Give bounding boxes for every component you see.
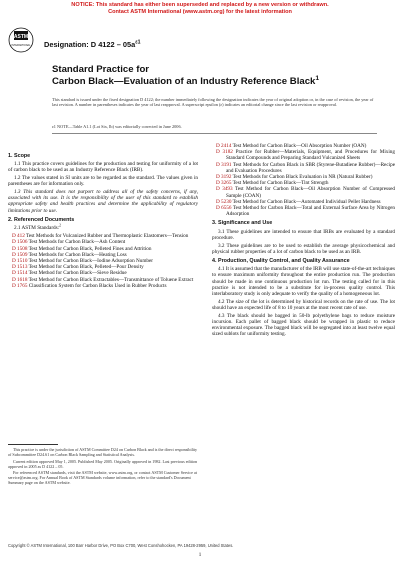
notice-banner [0, 2, 400, 16]
reference-code-link[interactable]: D 1510 [12, 258, 28, 265]
designation-sup: ε1 [135, 39, 141, 46]
reference-code-link[interactable]: D 1506 [12, 239, 28, 246]
reference-code-link[interactable]: D 5230 [216, 198, 232, 205]
para-4-2: 4.2 The size of the lot is determined by historical records on the rate of use. The lot should have an expected life of 8 to 10 years at the most recent rate of use. [212, 298, 395, 311]
para-1-1: 1.1 This practice covers guidelines for the production and testing for uniformity of a lot of carbon black to be used as an Industry Reference Black (IRB). [8, 161, 198, 174]
notice-line-2: Contact ASTM International (www.astm.org) for the latest information [108, 9, 292, 15]
reference-title: Test Methods for Carbon Black in SBR (Styrene-Butadiene Rubber)—Recipe and Evaluation Procedures [226, 161, 395, 174]
reference-title: Test Method for Carbon Black—Automated Individual Pellet Hardness [231, 198, 381, 205]
reference-code-link[interactable]: D 412 [12, 233, 25, 240]
para-1-3: 1.3 This standard does not purport to address all of the safety concerns, if any, associated with its use. It is the responsibility of the user of this standard to establish appropriate safety and health practices and determine the applicability of regulatory limitations prior to use. [8, 189, 198, 214]
reference-item [8, 283, 198, 289]
reference-list-left [8, 233, 198, 289]
reference-title: Test Methods for Carbon Black—Ash Content [27, 239, 126, 246]
reference-code-link[interactable]: D 1514 [12, 270, 28, 277]
footnote-1b: Current edition approved May 1, 2005. Published May 2005. Originally approved in 1982. Last previous edition approved in 2005 as D 4122 – 05. [8, 458, 198, 469]
reference-title: Test Method for Carbon Black Extractables—Transmittance of Toluene Extract [27, 276, 194, 283]
footnote-1: This practice is under the jurisdiction of ASTM Committee D24 on Carbon Black and is the direct responsibility of Subcommittee D24.61 on Carbon Black Sampling and Statistical Analysis. [8, 447, 198, 457]
reference-title: Test Methods for Carbon Black Evaluation in NR (Natural Rubber) [231, 174, 373, 181]
header-divider [52, 133, 377, 134]
reference-code-link[interactable]: D 1508 [12, 245, 28, 252]
para-3-1: 3.1 These guidelines are intended to ensure that IRBs are evaluated by a standard procedure. [212, 228, 395, 241]
reference-code-link[interactable]: D 3493 [216, 186, 233, 193]
svg-text:INTERNATIONAL: INTERNATIONAL [11, 44, 31, 47]
reference-code-link[interactable]: D 1618 [12, 276, 28, 283]
document-title [52, 64, 372, 87]
reference-title: Test Method for Carbon Black, Pelleted Fines and Attrition [27, 245, 152, 252]
issuance-note: This standard is issued under the fixed designation D 4122; the number immediately following the designation indicates the year of original adoption or, in the case of revision, the year of last revision. A number in parentheses indicates the year of last reapproval. A superscript epsilon (ε) indicates an editorial change since the last revision or reapproval. [52, 97, 374, 108]
reference-code-link[interactable]: D 1509 [12, 251, 28, 258]
para-4-1: 4.1 It is assumed that the manufacturer of the IRB will use state-of-the-art techniques to ensure maximum uniformity throughout the entire production run. The production should be made in one continuous production lot run. The testing called for in this practice is not intended to be a substitute for in-process quality control. This interlaboratory study is only adequate to verify the quality of a homogeneous lot. [212, 266, 395, 297]
subsection-2-1-text: 2.1 ASTM Standards: [14, 225, 60, 232]
reference-code-link[interactable]: D 1513 [12, 264, 28, 271]
para-3-2: 3.2 These guidelines are to be used to establish the average physicochemical and physical rubber properties of a lot of carbon black to be used as an IRB. [212, 242, 395, 255]
page-number: 1 [198, 553, 202, 558]
reference-item [212, 149, 395, 161]
para-4-3: 4.3 The black should be bagged in 50-lb polyethylene bags to reduce moisture incursion. Each pallet of bagged black should be wrapped in plastic to reduce environmental exposure. The bagged black will be segregated into at least twelve equal sized sublots for uniformity testing. [212, 312, 395, 338]
section-1-heading: 1. Scope [8, 153, 31, 159]
para-1-2: 1.2 The values stated in SI units are to be regarded as the standard. The values given in parentheses are for information only. [8, 175, 198, 188]
reference-code-link[interactable]: D 6556 [216, 205, 232, 212]
epsilon-note: ε1 NOTE—Table A1.1 (Lot Six, Ib) was editorially corrected in June 2006. [52, 124, 182, 129]
right-column [212, 143, 395, 339]
title-line-1: Standard Practice for [52, 64, 150, 75]
left-column [8, 150, 198, 289]
reference-title: Test Methods for Carbon Black—Heating Loss [27, 251, 127, 258]
reference-item [212, 186, 395, 198]
reference-title: Test Method for Carbon Black—Total and External Surface Area by Nitrogen Adsorption [226, 205, 396, 218]
footnote-2: For referenced ASTM standards, visit the ASTM website, www.astm.org, or contact ASTM Customer Service at service@astm.org. For Annual Book of ASTM Standards volume information, refer to the standard's Document Summary page on the ASTM website. [8, 470, 197, 485]
reference-title: Test Method for Carbon Black—Tint Strength [231, 180, 329, 187]
reference-title: Test Method for Carbon Black—Sieve Residue [27, 270, 127, 277]
astm-logo-icon [8, 27, 34, 53]
copyright-line: Copyright © ASTM International, 100 Barr Harbor Drive, PO Box C700, West Conshohocken, PA 19428-2959, United States. [8, 543, 234, 548]
subsection-2-1 [8, 225, 198, 231]
reference-title: Practice for Rubber—Materials, Equipment, and Procedures for Mixing Standard Compounds and Preparing Standard Vulcanized Sheets [226, 149, 395, 162]
reference-title: Test Method for Carbon Black—Iodine Adsorption Number [27, 258, 154, 265]
reference-title: Test Method for Carbon Black, Pelleted—Pour Density [27, 264, 144, 271]
reference-title: Test Method for Carbon Black—Oil Absorption Number of Compressed Sample (COAN) [226, 186, 395, 199]
reference-code-link[interactable]: D 3182 [216, 149, 233, 156]
designation-text: Designation: D 4122 – 05a [44, 40, 136, 49]
subsection-2-1-sup: 2 [59, 223, 61, 228]
reference-code-link[interactable]: D 3265 [216, 180, 232, 187]
reference-code-link[interactable]: D 3192 [216, 174, 232, 181]
title-line-2: Carbon Black—Evaluation of an Industry Reference Black [52, 75, 316, 87]
section-4-heading: 4. Production, Quality Control, and Quality Assurance [212, 257, 350, 264]
title-sup: 1 [315, 74, 320, 82]
footnote-divider [8, 444, 58, 445]
section-2-heading: 2. Referenced Documents [8, 216, 75, 223]
reference-title: Test Method for Carbon Black—Oil Absorption Number (OAN) [231, 143, 367, 149]
reference-code-link[interactable]: D 1765 [12, 282, 28, 289]
reference-item [212, 205, 395, 217]
section-3-heading: 3. Significance and Use [212, 220, 273, 227]
notice-line-1: NOTICE: This standard has either been superseded and replaced by a new version or withdrawn. [71, 2, 329, 8]
reference-code-link[interactable]: D 2414 [216, 143, 232, 149]
reference-item [212, 162, 395, 174]
svg-text:ASTM: ASTM [13, 34, 29, 40]
designation [44, 40, 141, 49]
footnotes [8, 447, 198, 487]
reference-code-link[interactable]: D 3191 [216, 161, 232, 168]
reference-list-right [212, 143, 395, 217]
reference-title: Test Methods for Vulcanized Rubber and Thermoplastic Elastomers—Tension [24, 233, 189, 240]
reference-title: Classification System for Carbon Blacks Used in Rubber Products [27, 282, 167, 289]
